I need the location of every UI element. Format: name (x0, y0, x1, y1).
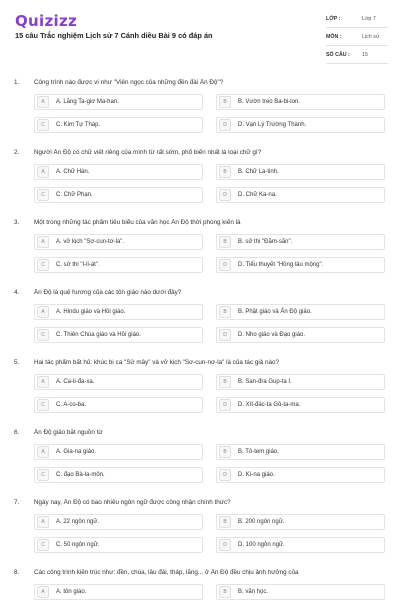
question-text: Ấn Độ giáo bắt nguồn từ (34, 429, 103, 436)
option-d[interactable] (216, 327, 385, 343)
option-b[interactable] (216, 94, 385, 110)
option-text: B. sử thi "Đăm-săn". (238, 239, 293, 245)
question-item (0, 563, 400, 600)
option-text: D. 100 ngôn ngữ. (238, 542, 285, 548)
option-text: C. 50 ngôn ngữ. (56, 542, 100, 548)
option-b[interactable] (216, 584, 385, 600)
option-text: D. Xít-đác-ta Gô-ta-ma. (238, 402, 301, 408)
option-text: A. Lăng Ta-giơ Ma-han. (56, 99, 119, 105)
meta-label: MÔN : (326, 33, 342, 40)
question-item (0, 143, 400, 213)
option-a[interactable] (34, 164, 203, 180)
option-text: B. Vườn treo Ba-bi-lon. (238, 99, 300, 105)
option-text: D. Nho giáo và Đạo giáo. (238, 332, 306, 338)
option-letter: A (37, 236, 49, 248)
option-letter: C (37, 539, 49, 551)
question-number: 5. (14, 359, 20, 366)
option-text: B. Tô-tem giáo. (238, 449, 279, 455)
option-text: B. 200 ngôn ngữ. (238, 519, 285, 525)
option-text: B. Phật giáo và Ấn Độ giáo. (238, 309, 312, 315)
question-number: 6. (14, 429, 20, 436)
meta-label: LỚP : (326, 15, 341, 22)
option-letter: B (219, 306, 231, 318)
question-item (0, 423, 400, 493)
option-a[interactable] (34, 444, 203, 460)
question-number: 7. (14, 499, 20, 506)
question-number: 2. (14, 149, 20, 156)
option-a[interactable] (34, 94, 203, 110)
question-number: 1. (14, 79, 20, 86)
option-letter: B (219, 586, 231, 598)
option-b[interactable] (216, 444, 385, 460)
option-letter: C (37, 399, 49, 411)
option-letter: C (37, 259, 49, 271)
question-text: Ấn Độ là quê hương của các tôn giáo nào dưới đây? (34, 289, 182, 296)
option-letter: B (219, 236, 231, 248)
option-text: D. Kì-na giáo. (238, 472, 275, 478)
question-number: 4. (14, 289, 20, 296)
option-c[interactable] (34, 257, 203, 273)
option-letter: A (37, 586, 49, 598)
question-text: Công trình nào được ví như "Viên ngọc của những đền đài Ấn Độ"? (34, 79, 224, 86)
option-letter: D (219, 539, 231, 551)
question-text: Các công trình kiến trúc như: đền, chùa, lâu đài, tháp, lăng... ở Ấn Độ đều chịu ảnh hưởng của (34, 569, 299, 576)
option-text: C. sử thi "I-li-át". (56, 262, 100, 268)
meta-value: Lớp 7 (362, 15, 376, 22)
option-letter: A (37, 96, 49, 108)
question-text: Một trong những tác phẩm tiêu biểu của văn học Ấn Độ thời phong kiến là (34, 219, 241, 226)
option-letter: C (37, 329, 49, 341)
option-text: C. Chữ Phạn. (56, 192, 93, 198)
option-c[interactable] (34, 187, 203, 203)
question-item (0, 283, 400, 353)
option-letter: B (219, 166, 231, 178)
option-text: C. Kim Tự Tháp. (56, 122, 101, 128)
option-letter: B (219, 446, 231, 458)
question-text: Ngày nay, Ấn Độ có bao nhiêu ngôn ngữ được công nhận chính thức? (34, 499, 231, 506)
option-letter: A (37, 446, 49, 458)
option-letter: D (219, 119, 231, 131)
option-d[interactable] (216, 187, 385, 203)
option-d[interactable] (216, 397, 385, 413)
option-text: A. Chữ Hán. (56, 169, 90, 175)
option-text: C. đạo Bà-la-môn. (56, 472, 105, 478)
question-item (0, 353, 400, 423)
option-a[interactable] (34, 584, 203, 600)
question-list (0, 73, 400, 600)
option-letter: D (219, 189, 231, 201)
option-letter: C (37, 469, 49, 481)
option-text: A. Ca-li-đa-xa. (56, 379, 95, 385)
option-text: C. Thiên Chúa giáo và Hồi giáo. (56, 332, 141, 338)
option-text: B. văn học. (238, 589, 269, 595)
option-a[interactable] (34, 304, 203, 320)
question-item (0, 493, 400, 563)
option-letter: C (37, 189, 49, 201)
meta-row-class (326, 10, 388, 28)
option-letter: A (37, 306, 49, 318)
meta-panel (326, 10, 388, 64)
option-c[interactable] (34, 327, 203, 343)
option-letter: A (37, 376, 49, 388)
option-letter: A (37, 166, 49, 178)
option-text: B. San-đra Gup-ta I. (238, 379, 292, 385)
option-text: D. Vạn Lý Trường Thành. (238, 122, 307, 128)
option-d[interactable] (216, 467, 385, 483)
quizizz-logo[interactable]: Quizizz (15, 12, 78, 30)
option-d[interactable] (216, 117, 385, 133)
option-b[interactable] (216, 234, 385, 250)
option-letter: D (219, 469, 231, 481)
option-b[interactable] (216, 164, 385, 180)
option-text: A. vở kịch "Sơ-cun-tơ-la". (56, 239, 125, 245)
meta-label: SỐ CÂU : (326, 51, 350, 58)
option-text: D. Chữ Ka-na. (238, 192, 277, 198)
option-text: A. tôn giáo. (56, 589, 87, 595)
option-c[interactable] (34, 467, 203, 483)
question-text: Hai tác phẩm bất hủ: khúc bi ca "Sử mây" và vở kịch "Sơ-cun-nơ-la" là của tác giả nào? (34, 359, 279, 366)
option-text: B. Chữ La-tinh. (238, 169, 279, 175)
option-letter: D (219, 399, 231, 411)
option-letter: D (219, 329, 231, 341)
option-a[interactable] (34, 514, 203, 530)
meta-value: 15 (362, 51, 368, 58)
option-letter: C (37, 119, 49, 131)
option-text: C. A-co-ba. (56, 402, 87, 408)
question-number: 3. (14, 219, 20, 226)
question-item (0, 213, 400, 283)
meta-value: Lịch sử (362, 33, 380, 40)
option-b[interactable] (216, 304, 385, 320)
option-a[interactable] (34, 234, 203, 250)
option-c[interactable] (34, 397, 203, 413)
option-letter: B (219, 96, 231, 108)
meta-row-subject (326, 28, 388, 46)
option-letter: A (37, 516, 49, 528)
option-d[interactable] (216, 257, 385, 273)
option-c[interactable] (34, 537, 203, 553)
option-c[interactable] (34, 117, 203, 133)
question-number: 8. (14, 569, 20, 576)
meta-row-count (326, 46, 388, 64)
option-a[interactable] (34, 374, 203, 390)
option-text: A. 22 ngôn ngữ. (56, 519, 100, 525)
option-b[interactable] (216, 374, 385, 390)
option-letter: B (219, 376, 231, 388)
header (0, 0, 400, 64)
option-d[interactable] (216, 537, 385, 553)
option-text: A. Gia-na giáo. (56, 449, 97, 455)
option-letter: D (219, 259, 231, 271)
option-text: D. Tiểu thuyết "Hồng lâu mộng". (238, 262, 324, 268)
option-b[interactable] (216, 514, 385, 530)
question-item (0, 73, 400, 143)
option-text: A. Hindu giáo và Hồi giáo. (56, 309, 126, 315)
question-text: Người Ấn Độ có chữ viết riêng của mình từ rất sớm, phổ biến nhất là loại chữ gì? (34, 149, 262, 156)
page-title: 15 câu Trắc nghiệm Lịch sử 7 Cánh diều Bài 9 có đáp án (15, 31, 213, 40)
option-letter: B (219, 516, 231, 528)
